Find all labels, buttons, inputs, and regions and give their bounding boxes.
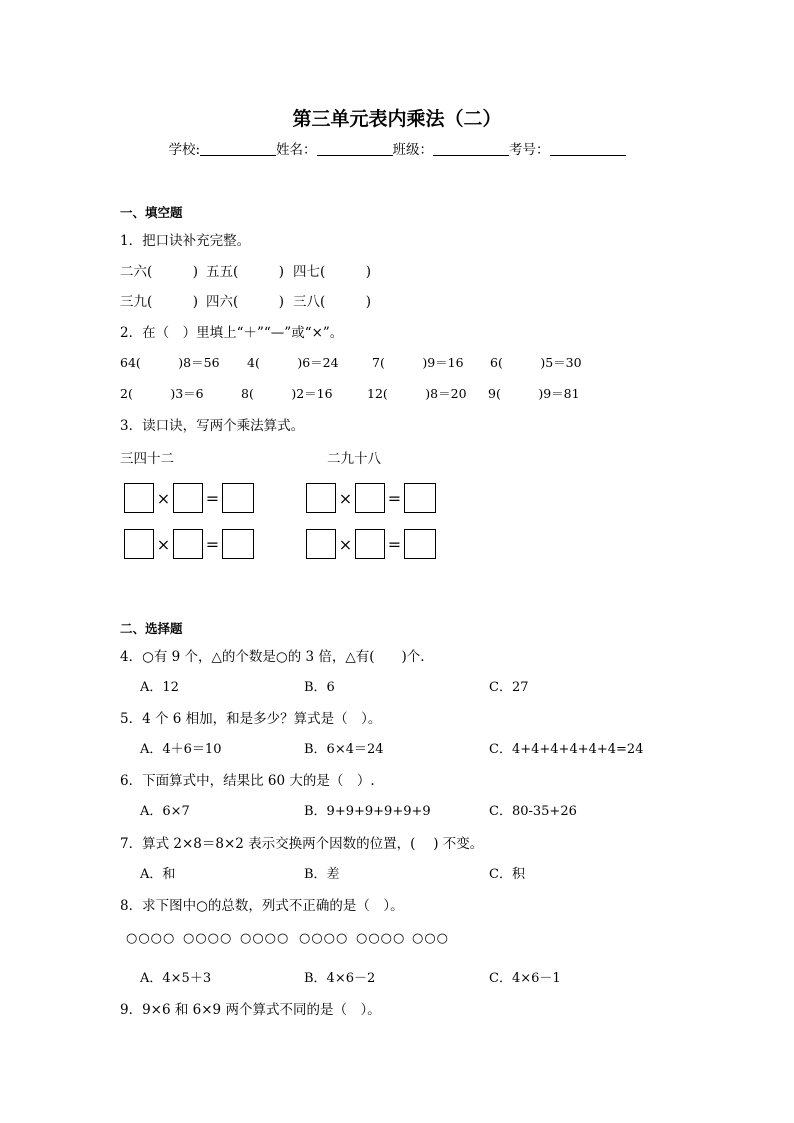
class-blank[interactable] <box>433 141 509 156</box>
equals-sign: = <box>205 488 220 508</box>
q6-option-b[interactable]: B．9+9+9+9+9+9 <box>304 804 431 819</box>
answer-box[interactable] <box>306 483 336 513</box>
question-4-text: 4．○有 9 个，△的个数是○的 3 倍，△有( )个. <box>120 649 425 665</box>
section-multiple-choice-heading: 二、选择题 <box>120 621 183 636</box>
answer-box[interactable] <box>222 529 254 559</box>
q8-circle-group-1: ○○○○ <box>126 931 176 946</box>
answer-box[interactable] <box>355 529 385 559</box>
section-fill-blank-heading: 一、填空题 <box>120 205 183 220</box>
q8-circle-group-5: ○○○○ <box>356 931 406 946</box>
q2-item-3: 7( )9＝16 <box>372 355 464 370</box>
q5-option-c[interactable]: C．4+4+4+4+4+4=24 <box>489 742 644 757</box>
answer-box[interactable] <box>404 529 436 559</box>
q6-option-a[interactable]: A．6×7 <box>140 804 190 819</box>
q1-item-6: 三八( ) <box>293 294 372 310</box>
q3-left-equation-2 <box>124 528 254 560</box>
q4-option-b[interactable]: B．6 <box>304 680 335 695</box>
answer-box[interactable] <box>222 483 254 513</box>
exam-no-blank[interactable] <box>550 141 626 156</box>
q7-option-b[interactable]: B．差 <box>304 867 340 882</box>
q1-item-4: 三九( ) <box>120 294 199 310</box>
equals-sign: = <box>387 488 402 508</box>
q2-item-5: 2( )3＝6 <box>120 386 204 401</box>
school-label: 学校: <box>168 142 201 158</box>
q8-circle-group-3: ○○○○ <box>240 931 290 946</box>
q3-left-rhyme: 三四十二 <box>120 451 174 467</box>
q8-option-a[interactable]: A．4×5＋3 <box>140 971 212 986</box>
q2-item-7: 12( )8＝20 <box>367 386 467 401</box>
school-blank[interactable] <box>200 141 276 156</box>
q2-item-6: 8( )2＝16 <box>241 386 333 401</box>
q8-option-b[interactable]: B．4×6－2 <box>304 971 376 986</box>
q5-option-a[interactable]: A．4＋6＝10 <box>140 742 222 757</box>
question-6-text: 6．下面算式中，结果比 60 大的是（ ）. <box>120 773 375 789</box>
times-sign: × <box>156 534 171 554</box>
answer-box[interactable] <box>173 529 203 559</box>
q3-right-rhyme: 二九十八 <box>327 451 381 467</box>
q4-option-a[interactable]: A．12 <box>140 680 179 695</box>
answer-box[interactable] <box>124 529 154 559</box>
question-8-text: 8．求下图中○的总数，列式不正确的是（ ）。 <box>120 898 404 914</box>
q1-item-2: 五五( ) <box>206 264 285 280</box>
q4-option-c[interactable]: C．27 <box>489 680 529 695</box>
question-3-text: 3．读口诀，写两个乘法算式。 <box>120 418 305 434</box>
q3-left-equation-1 <box>124 482 254 514</box>
question-5-text: 5．4 个 6 相加，和是多少？算式是（ ）。 <box>120 711 382 727</box>
q8-circle-group-2: ○○○○ <box>183 931 233 946</box>
question-1-text: 1．把口诀补充完整。 <box>120 233 251 249</box>
q1-item-5: 四六( ) <box>206 294 285 310</box>
times-sign: × <box>156 488 171 508</box>
exam-no-label: 考号： <box>509 142 550 158</box>
q6-option-c[interactable]: C．80-35+26 <box>489 804 577 819</box>
q1-item-3: 四七( ) <box>293 264 372 280</box>
times-sign: × <box>338 488 353 508</box>
answer-box[interactable] <box>355 483 385 513</box>
times-sign: × <box>338 534 353 554</box>
equals-sign: = <box>387 534 402 554</box>
name-label: 姓名： <box>276 142 317 158</box>
q8-circle-group-4: ○○○○ <box>299 931 349 946</box>
q5-option-b[interactable]: B．6×4＝24 <box>304 742 384 757</box>
q7-option-c[interactable]: C．积 <box>489 867 525 882</box>
question-2-text: 2．在（ ）里填上“＋”“—”或“×”。 <box>120 325 344 341</box>
question-7-text: 7．算式 2×8＝8×2 表示交换两个因数的位置，( ) 不变。 <box>120 836 484 852</box>
page-title: 第三单元表内乘法（二） <box>292 108 502 130</box>
q3-right-equation-2 <box>306 528 436 560</box>
q7-option-a[interactable]: A．和 <box>140 867 176 882</box>
answer-box[interactable] <box>306 529 336 559</box>
question-9-text: 9．9×6 和 6×9 两个算式不同的是（ ）。 <box>120 1002 381 1018</box>
equals-sign: = <box>205 534 220 554</box>
answer-box[interactable] <box>404 483 436 513</box>
q1-item-1: 二六( ) <box>120 264 199 280</box>
q8-circle-group-6: ○○○ <box>412 931 450 946</box>
q2-item-2: 4( )6＝24 <box>247 355 339 370</box>
answer-box[interactable] <box>124 483 154 513</box>
q2-item-8: 9( )9＝81 <box>488 386 580 401</box>
class-label: 班级： <box>392 142 434 158</box>
student-info-line <box>0 138 794 158</box>
q3-right-equation-1 <box>306 482 436 514</box>
q2-item-4: 6( )5＝30 <box>490 355 582 370</box>
name-blank[interactable] <box>317 141 393 156</box>
answer-box[interactable] <box>173 483 203 513</box>
q2-item-1: 64( )8＝56 <box>120 355 220 370</box>
q8-option-c[interactable]: C．4×6－1 <box>489 971 561 986</box>
